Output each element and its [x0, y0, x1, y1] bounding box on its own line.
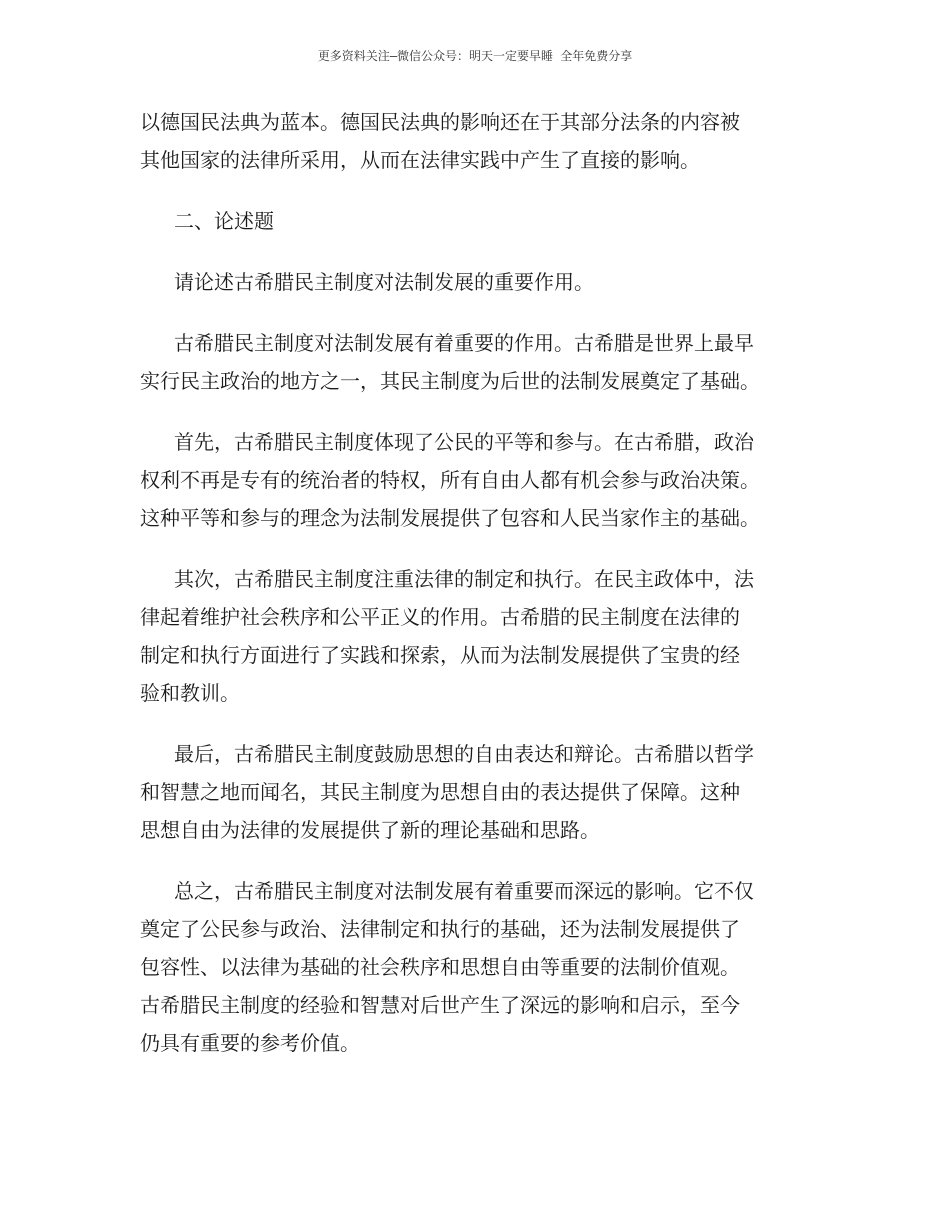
- paragraph-line: 古希腊民主制度对法制发展有着重要的作用。古希腊是世界上最早: [174, 331, 754, 355]
- paragraph-line: 以德国民法典为蓝本。德国民法典的影响还在于其部分法条的内容被: [140, 110, 740, 134]
- paragraph-line: 实行民主政治的地方之一，其民主制度为后世的法制发展奠定了基础。: [140, 369, 760, 393]
- paragraph-line: 首先，古希腊民主制度体现了公民的平等和参与。在古希腊，政治: [174, 430, 754, 454]
- paragraph-line: 古希腊民主制度的经验和智慧对后世产生了深远的影响和启示，至今: [140, 993, 740, 1017]
- paragraph-line: 最后，古希腊民主制度鼓励思想的自由表达和辩论。古希腊以哲学: [174, 742, 754, 766]
- question-text: [140, 263, 830, 301]
- paragraph-line: 总之，古希腊民主制度对法制发展有着重要而深远的影响。它不仅: [174, 879, 754, 903]
- page-header: 更多资料关注–微信公众号：明天一定要早睡 全年免费分享: [317, 49, 633, 63]
- paragraph-line: 仍具有重要的参考价值。: [140, 1031, 360, 1055]
- question-line: 请论述古希腊民主制度对法制发展的重要作用。: [174, 270, 594, 294]
- paragraph: [140, 735, 830, 849]
- paragraph-line: 律起着维护社会秩序和公平正义的作用。古希腊的民主制度在法律的: [140, 605, 740, 629]
- paragraph: [140, 103, 830, 179]
- section-heading-text: 二、论述题: [174, 209, 274, 233]
- document-body: [140, 103, 830, 1085]
- paragraph: [140, 560, 830, 712]
- paragraph-line: 和智慧之地而闻名，其民主制度为思想自由的表达提供了保障。这种: [140, 780, 740, 804]
- paragraph: [140, 324, 830, 400]
- paragraph: [140, 872, 830, 1062]
- paragraph-line: 其次，古希腊民主制度注重法律的制定和执行。在民主政体中，法: [174, 567, 754, 591]
- paragraph-line: 制定和执行方面进行了实践和探索，从而为法制发展提供了宝贵的经: [140, 643, 740, 667]
- paragraph: [140, 423, 830, 537]
- paragraph-line: 奠定了公民参与政治、法律制定和执行的基础，还为法制发展提供了: [140, 917, 740, 941]
- paragraph-line: 这种平等和参与的理念为法制发展提供了包容和人民当家作主的基础。: [140, 506, 760, 530]
- paragraph-line: 验和教训。: [140, 681, 240, 705]
- paragraph-line: 其他国家的法律所采用，从而在法律实践中产生了直接的影响。: [140, 148, 700, 172]
- paragraph-line: 权利不再是专有的统治者的特权，所有自由人都有机会参与政治决策。: [140, 468, 760, 492]
- paragraph-line: 包容性、以法律为基础的社会秩序和思想自由等重要的法制价值观。: [140, 955, 740, 979]
- paragraph-line: 思想自由为法律的发展提供了新的理论基础和思路。: [140, 818, 600, 842]
- section-heading: [140, 202, 830, 240]
